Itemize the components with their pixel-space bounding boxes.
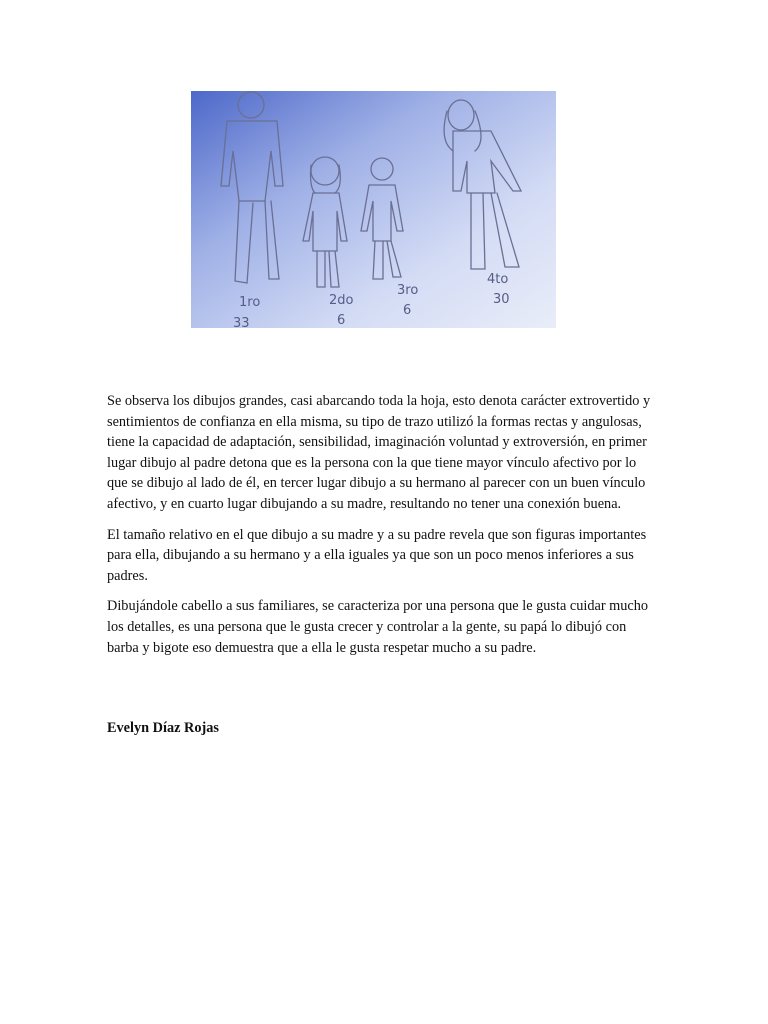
- label-order-4: 4to: [487, 272, 509, 287]
- label-age-1: 33: [233, 316, 250, 328]
- label-order-1: 1ro: [239, 295, 261, 310]
- label-age-4: 30: [493, 292, 510, 307]
- paragraph-3: Dibujándole cabello a sus familiares, se caracteriza por una persona que le gusta cuidar mucho los detalles, es una persona que le gusta crecer y controlar a la gente, su papá lo dibujó con barba y bigote eso demuestra que a ella le gusta respetar mucho a su padre.: [107, 598, 649, 656]
- author-name: Evelyn Díaz Rojas: [107, 720, 219, 736]
- analysis-text: [107, 391, 652, 668]
- label-order-2: 2do: [329, 293, 354, 308]
- family-drawing-photo: [191, 91, 556, 328]
- label-age-3: 6: [403, 303, 412, 318]
- paragraph-1: Se observa los dibujos grandes, casi abarcando toda la hoja, esto denota carácter extrovertido y sentimientos de confianza en ella misma, su tipo de trazo utilizó la formas rectas y angulosas, tiene la capacidad de adaptación, sensibilidad, imaginación voluntad y extroversión, en primer lugar dibujo al padre detona que es la persona con la que tiene mayor vínculo afectivo por lo que se dibujo al lado de él, en tercer lugar dibujo a su hermano al parecer con un buen vínculo afectivo, y en cuarto lugar dibujando a su madre, resultando no tener una conexión buena.: [107, 393, 651, 512]
- label-order-3: 3ro: [397, 283, 419, 298]
- paragraph-2: El tamaño relativo en el que dibujo a su madre y a su padre revela que son figuras importantes para ella, dibujando a su hermano y a ella iguales ya que son un poco menos inferiores a sus padres.: [107, 526, 647, 584]
- label-age-2: 6: [337, 313, 346, 328]
